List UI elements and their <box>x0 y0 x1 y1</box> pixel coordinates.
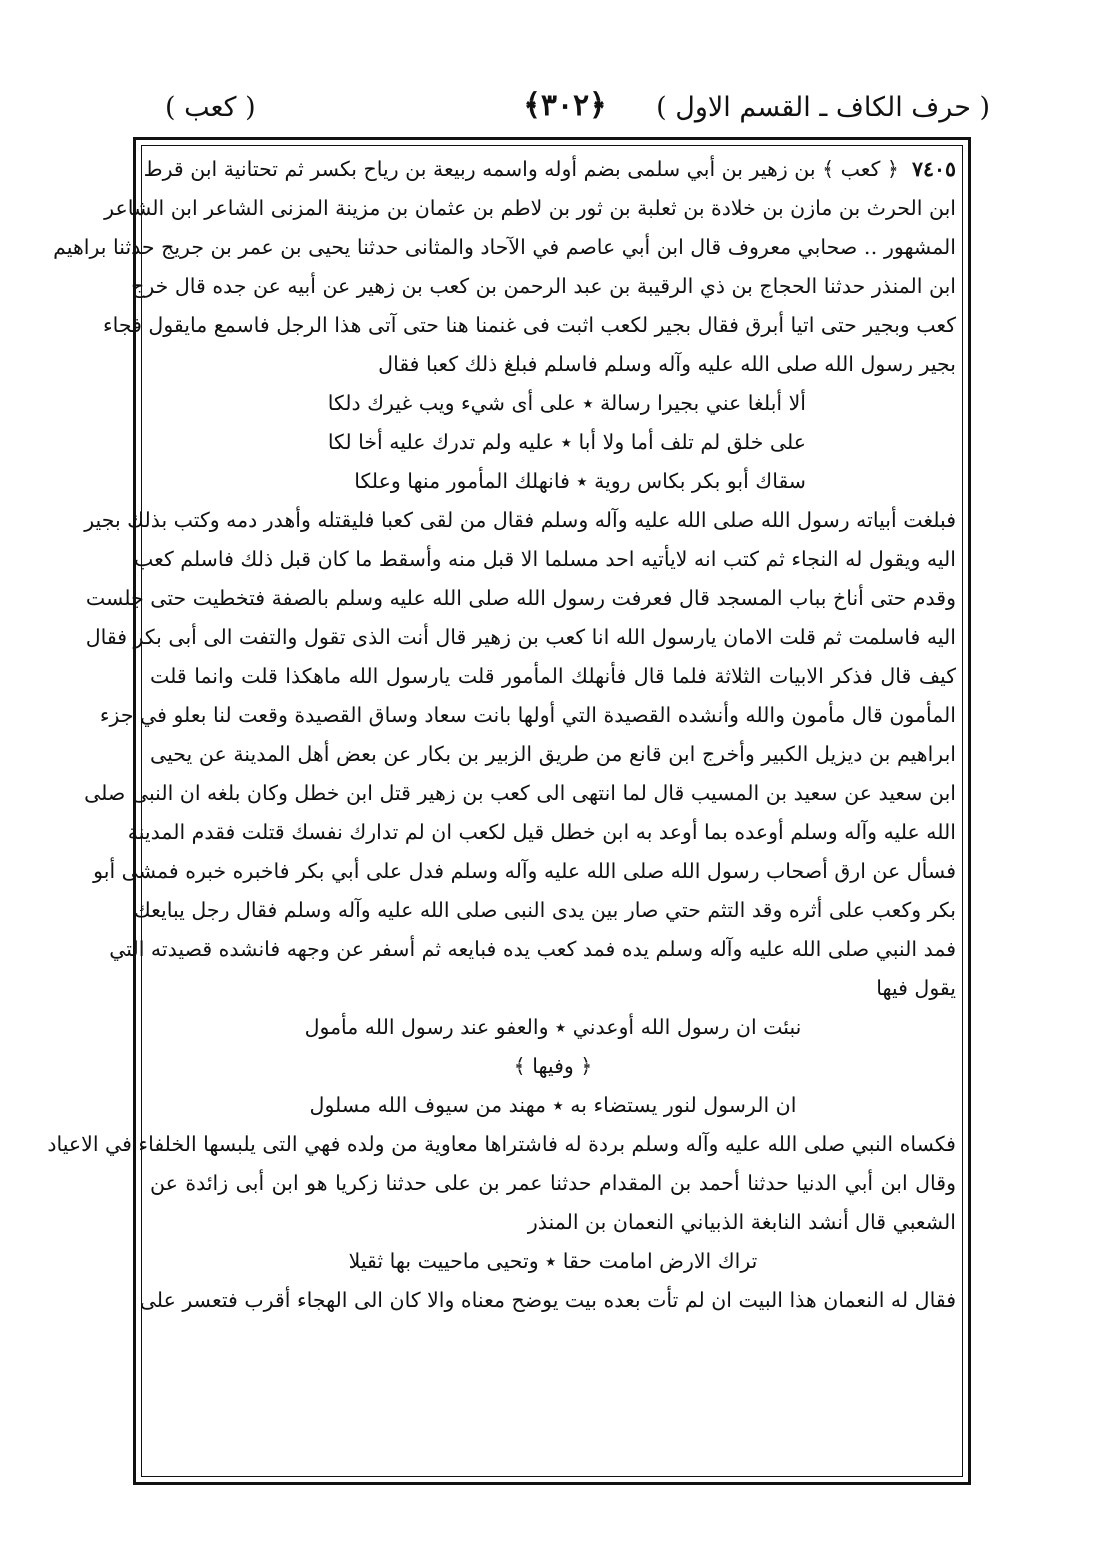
text-line: فقال له النعمان هذا البيت ان لم تأت بعده بيت يوضح معناه والا كان الى الهجاء أقرب فتعسر على <box>139 1288 956 1312</box>
poem-verse: ألا أبلغا عني بجيرا رسالة ٭ على أى شيء ويب غيرك دلكا <box>327 391 806 415</box>
poem-verse: على خلق لم تلف أما ولا أبا ٭ عليه ولم تدرك عليه أخا لكا <box>327 430 806 454</box>
text-line: وقال ابن أبي الدنيا حدثنا أحمد بن المقدام حدثنا عمر بن على حدثنا زكريا هو ابن أبى زائدة عن <box>150 1171 956 1195</box>
text-line: بجير رسول الله صلى الله عليه وآله وسلم فاسلم فبلغ ذلك كعبا فقال <box>378 352 956 376</box>
page-header <box>140 88 990 132</box>
text-line: اليه فاسلمت ثم قلت الامان يارسول الله انا كعب بن زهير قال أنت الذى تقول والتفت الى أبى بكر فقال <box>85 625 956 649</box>
text-line: المأمون قال مأمون والله وأنشده القصيدة التي أولها بانت سعاد وساق القصيدة وقعت لنا بعلو في جزء <box>99 703 956 727</box>
text-line: المشهور ‥ صحابي معروف قال ابن أبي عاصم في الآحاد والمثانى حدثنا يحيى بن عمر بن جريج حدثنا براهيم <box>53 235 956 259</box>
text-line: ابراهيم بن ديزيل الكبير وأخرج ابن قانع من طريق الزبير بن بكار عن بعض أهل المدينة عن يحيى <box>150 742 956 766</box>
poem-verse: سقاك أبو بكر بكاس روية ٭ فانهلك المأمور منها وعلكا <box>354 469 806 493</box>
text-line: اليه ويقول له النجاء ثم كتب انه لايأتيه احد مسلما الا قبل منه وأسقط ما كان قبل ذلك فاسلم كعب <box>133 547 956 571</box>
text-line: ابن المنذر حدثنا الحجاج بن ذي الرقيبة بن عبد الرحمن بن كعب بن زهير عن أبيه عن جده قال خرج <box>131 274 956 298</box>
text-line: كيف قال فذكر الابيات الثلاثة فلما قال فأنهلك المأمور قلت يارسول الله ماهكذا قلت وانما قلت <box>150 664 956 688</box>
subheading: ﴿ وفيها ﴾ <box>513 1054 593 1078</box>
text-line: فسأل عن ارق أصحاب رسول الله صلى الله عليه وآله وسلم فدل على أبي بكر فاخبره خبره فمشى أبو <box>93 859 956 883</box>
page-number: ﴿٣٠٢﴾ <box>523 88 607 123</box>
poem-verse: ان الرسول لنور يستضاء به ٭ مهند من سيوف الله مسلول <box>309 1093 797 1117</box>
page-body <box>47 150 956 1476</box>
poem-verse: تراك الارض امامت حقا ٭ وتحيى ماحييت بها ثقيلا <box>348 1249 758 1273</box>
text-line: بكر وكعب على أثره وقد التثم حتي صار بين يدى النبى صلى الله عليه وآله وسلم فقال رجل يبايعك <box>133 898 956 922</box>
text-line: كعب وبجير حتى اتيا أبرق فقال بجير لكعب اثبت فى غنمنا هنا حتى آتى هذا الرجل فاسمع مايقول فجاء <box>102 313 956 337</box>
text-line: فبلغت أبياته رسول الله صلى الله عليه وآله وسلم فقال من لقى كعبا فليقتله وأهدر دمه وكتب بذلك بجير <box>84 508 956 532</box>
text-line: الله عليه وآله وسلم أوعده بما أوعد به ابن خطل قيل لكعب ان لم تدارك نفسك قتلت فقدم المدينة <box>127 820 956 844</box>
text-line: الشعبي قال أنشد النابغة الذبياني النعمان بن المنذر <box>527 1210 956 1234</box>
entry-first-line <box>143 150 956 189</box>
poem-verse: نبئت ان رسول الله أوعدني ٭ والعفو عند رسول الله مأمول <box>304 1015 802 1039</box>
text-line: فكساه النبي صلى الله عليه وآله وسلم بردة له فاشتراها معاوية من ولده فهي التى يلبسها الخلفاء في الاعياد <box>47 1132 956 1156</box>
header-entry-name: ( كعب ) <box>165 92 256 123</box>
header-chapter-title: ( حرف الكاف ـ القسم الاول ) <box>656 92 990 123</box>
text-line: ابن الحرث بن مازن بن خلادة بن ثعلبة بن ثور بن لاطم بن عثمان بن مزينة المزنى الشاعر ابن الشاعر <box>104 196 956 220</box>
text-line: ﴿ كعب ﴾ بن زهير بن أبي سلمى بضم أوله واسمه ربيعة بن رياح بكسر ثم تحتانية ابن قرط <box>143 157 899 181</box>
entry-number: ٧٤٠٥ <box>911 157 956 181</box>
text-line: فمد النبي صلى الله عليه وآله وسلم يده فمد كعب يده فبايعه ثم أسفر عن وجهه فانشده قصيدته التي <box>109 937 956 961</box>
text-line: وقدم حتى أناخ بباب المسجد قال فعرفت رسول الله صلى الله عليه وسلم بالصفة فتخطيت حتى جلست <box>85 586 956 610</box>
text-line: ابن سعيد عن سعيد بن المسيب قال لما انتهى الى كعب بن زهير قتل ابن خطل وكان بلغه ان النبى صلى <box>84 781 956 805</box>
text-line: يقول فيها <box>876 976 956 1000</box>
